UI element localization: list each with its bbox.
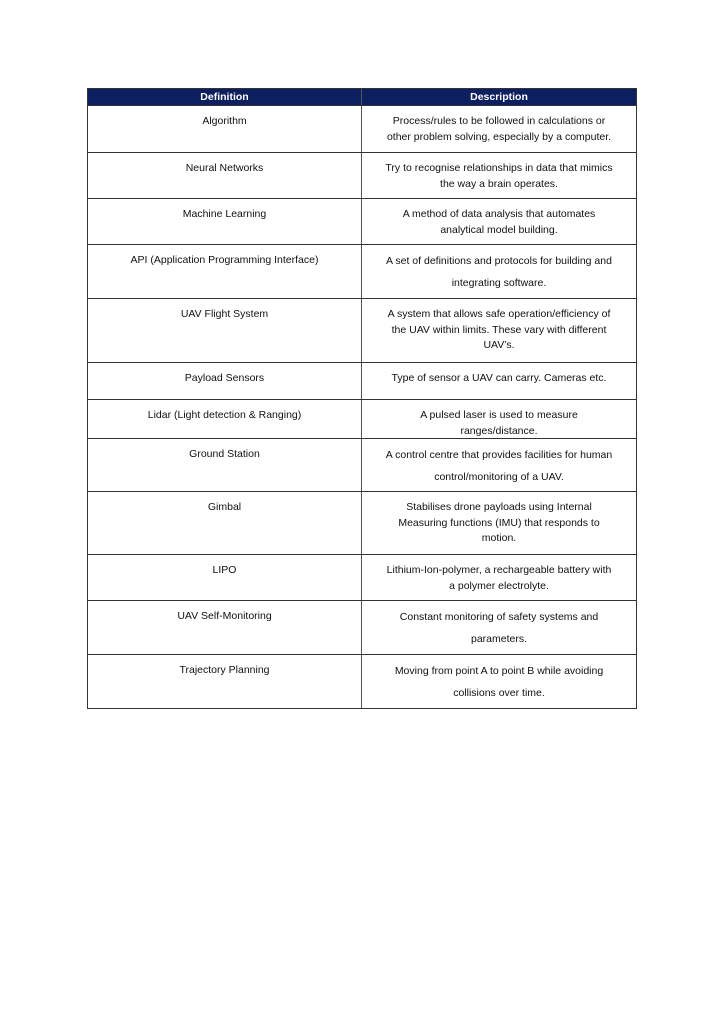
description-line: the UAV within limits. These vary with different: [391, 323, 607, 336]
definition-cell: Payload Sensors: [88, 363, 362, 399]
description-cell: [362, 492, 636, 554]
definition-cell: Trajectory Planning: [88, 655, 362, 708]
description-line: collisions over time.: [453, 687, 545, 699]
definition-cell: UAV Self-Monitoring: [88, 601, 362, 654]
description-cell: [362, 106, 636, 152]
description-cell: [362, 601, 636, 654]
description-line: A control centre that provides facilities for human: [385, 449, 613, 461]
definition-cell: Ground Station: [88, 439, 362, 491]
table-row: [88, 198, 636, 244]
definition-cell: Neural Networks: [88, 153, 362, 198]
definition-cell: Gimbal: [88, 492, 362, 554]
description-line: A method of data analysis that automates: [402, 208, 596, 220]
table-header: [88, 89, 636, 105]
definitions-table: [87, 88, 637, 709]
description-line: a polymer electrolyte.: [449, 579, 549, 592]
description-line: motion.: [481, 532, 517, 544]
description-line: Lithium-Ion-polymer, a rechargeable battery with: [386, 564, 612, 576]
description-cell: [362, 363, 636, 399]
description-cell: [362, 199, 636, 244]
definition-cell: Algorithm: [88, 106, 362, 152]
table-row: [88, 105, 636, 152]
description-cell: [362, 439, 636, 491]
table-row: [88, 491, 636, 554]
description-line: A system that allows safe operation/efficiency of: [387, 308, 611, 320]
header-description: Description: [470, 91, 528, 103]
description-line: Try to recognise relationships in data that mimics: [385, 162, 613, 174]
header-definition: Definition: [88, 89, 362, 105]
description-line: Constant monitoring of safety systems and: [399, 611, 599, 623]
description-line: parameters.: [470, 633, 528, 645]
description-line: Stabilises drone payloads using Internal: [406, 501, 592, 513]
description-cell: [362, 299, 636, 362]
table-row: [88, 654, 636, 708]
description-cell: [362, 655, 636, 708]
description-line: A set of definitions and protocols for building and: [386, 255, 612, 267]
description-line: Process/rules to be followed in calculations or: [392, 115, 606, 127]
description-cell: [362, 153, 636, 198]
description-line: ranges/distance.: [460, 424, 538, 437]
description-line: UAV’s.: [483, 339, 515, 351]
description-line: Type of sensor a UAV can carry. Cameras etc.: [391, 372, 607, 384]
table-row: [88, 600, 636, 654]
definition-cell: UAV Flight System: [88, 299, 362, 362]
definition-cell: Lidar (Light detection & Ranging): [88, 400, 362, 438]
definition-cell: Machine Learning: [88, 199, 362, 244]
definition-cell: API (Application Programming Interface): [88, 245, 362, 298]
table-row: [88, 152, 636, 198]
description-line: Measuring functions (IMU) that responds to: [398, 516, 600, 529]
description-cell: [362, 245, 636, 298]
description-line: other problem solving, especially by a computer.: [386, 130, 612, 143]
table-row: [88, 362, 636, 399]
description-line: the way a brain operates.: [440, 177, 558, 190]
description-line: control/monitoring of a UAV.: [434, 471, 564, 483]
table-row: [88, 244, 636, 298]
definition-cell: LIPO: [88, 555, 362, 600]
table-row: [88, 554, 636, 600]
table-row: [88, 399, 636, 438]
description-line: integrating software.: [451, 277, 547, 289]
table-row: [88, 438, 636, 491]
description-line: A pulsed laser is used to measure: [420, 409, 578, 421]
description-line: Moving from point A to point B while avoiding: [394, 665, 604, 677]
description-line: analytical model building.: [440, 223, 558, 236]
description-cell: [362, 400, 636, 438]
table-row: [88, 298, 636, 362]
description-cell: [362, 555, 636, 600]
